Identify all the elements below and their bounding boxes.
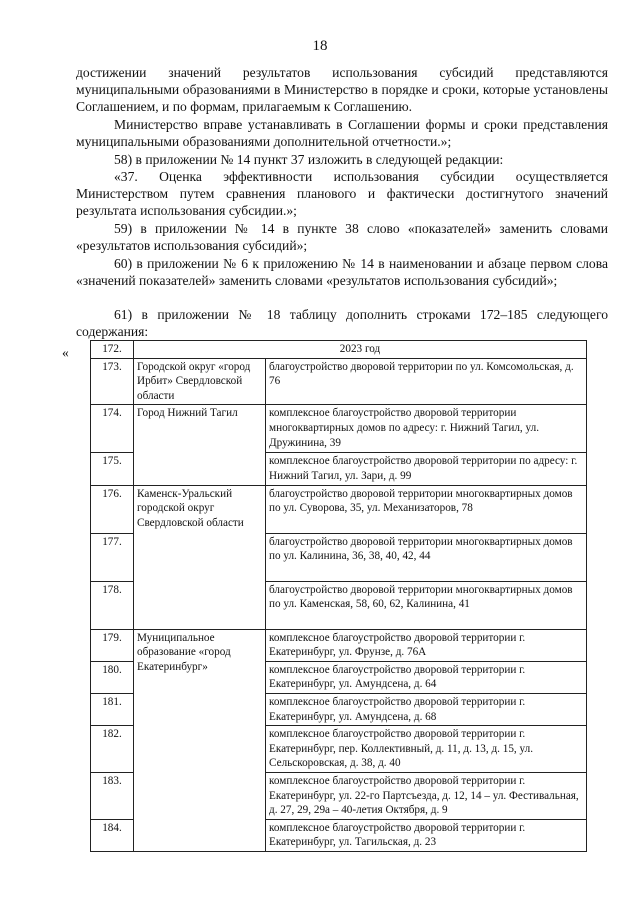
object-cell: комплексное благоустройство дворовой территории г. Екатеринбург, ул. 22-го Партсъезда, д. 12, 14 – ул. Фестивальная, д. 27, 29, 29а – 40-летия Октября, д. 9 — [266, 772, 587, 819]
paragraph-item-58: 58) в приложении № 14 пункт 37 изложить в следующей редакции: — [114, 152, 504, 167]
amendment-table — [90, 340, 587, 852]
row-number: 179. — [91, 629, 134, 661]
object-cell: комплексное благоустройство дворовой территории г. Екатеринбург, ул. Амундсена, д. 68 — [266, 693, 587, 725]
object-cell: комплексное благоустройство дворовой территории г. Екатеринбург, ул. Фрунзе, д. 76А — [266, 629, 587, 661]
row-number: 180. — [91, 661, 134, 693]
page-number: 18 — [312, 38, 328, 54]
table-row — [91, 358, 587, 405]
row-number: 184. — [91, 819, 134, 851]
row-number: 182. — [91, 726, 134, 773]
row-number: 173. — [91, 358, 134, 405]
row-number: 174. — [91, 405, 134, 453]
object-cell: комплексное благоустройство дворовой территории многоквартирных домов по адресу: г. Нижний Тагил, ул. Дружинина, 39 — [266, 405, 587, 453]
object-cell: комплексное благоустройство дворовой территории г. Екатеринбург, пер. Коллективный, д. 11, д. 13, д. 15, ул. Сельскоровская, д. 38, д. 40 — [266, 726, 587, 773]
object-cell: благоустройство дворовой территории многоквартирных домов по ул. Суворова, 35, ул. Механизаторов, 78 — [266, 485, 587, 533]
row-number: 181. — [91, 693, 134, 725]
table-row — [91, 405, 587, 453]
object-cell: благоустройство дворовой территории многоквартирных домов по ул. Каменская, 58, 60, 62, Калинина, 41 — [266, 581, 587, 629]
row-number: 177. — [91, 533, 134, 581]
row-number: 183. — [91, 772, 134, 819]
paragraph-item-59: 59) в приложении № 14 в пункте 38 слово «показателей» заменить словами «результатов использования субсидий»; — [76, 221, 608, 254]
municipality-cell: Каменск-Уральский городской округ Свердловской области — [134, 485, 266, 629]
opening-quote: « — [62, 345, 69, 360]
municipality-cell: Муниципальное образование «город Екатеринбург» — [134, 629, 266, 851]
paragraph-ministry: Министерство вправе устанавливать в Соглашении формы и сроки представления муниципальными образованиями дополнительной отчетности.»; — [76, 117, 608, 150]
year-header: 2023 год — [134, 341, 587, 359]
object-cell: комплексное благоустройство дворовой территории г. Екатеринбург, ул. Амундсена, д. 64 — [266, 661, 587, 693]
object-cell: комплексное благоустройство дворовой территории по адресу: г. Нижний Тагил, ул. Зари, д. 99 — [266, 453, 587, 485]
municipality-cell: Городской округ «город Ирбит» Свердловской области — [134, 358, 266, 405]
object-cell: благоустройство дворовой территории по ул. Комсомольская, д. 76 — [266, 358, 587, 405]
row-number: 172. — [91, 341, 134, 359]
row-number: 178. — [91, 581, 134, 629]
table-row — [91, 629, 587, 661]
object-cell: комплексное благоустройство дворовой территории г. Екатеринбург, ул. Тагильская, д. 23 — [266, 819, 587, 851]
object-cell: благоустройство дворовой территории многоквартирных домов по ул. Калинина, 36, 38, 40, 42, 44 — [266, 533, 587, 581]
table-row — [91, 485, 587, 533]
paragraph-item-61: 61) в приложении № 18 таблицу дополнить строками 172–185 следующего содержания: — [76, 307, 608, 340]
municipality-cell: Город Нижний Тагил — [134, 405, 266, 485]
paragraph-item-60: 60) в приложении № 6 к приложению № 14 в наименовании и абзаце первом слова «значений показателей» заменить словами «результатов использования субсидий»; — [76, 256, 608, 289]
row-number: 176. — [91, 485, 134, 533]
paragraph-item-37: «37. Оценка эффективности использования субсидии осуществляется Министерством путем сравнения планового и фактически достигнутого значений результата использования субсидии.»; — [76, 169, 608, 219]
row-number: 175. — [91, 453, 134, 485]
paragraph-continuation: достижении значений результатов использования субсидий представляются муниципальными образованиями в Министерство в порядке и сроки, которые установлены Соглашением, и по формам, прилагаемым к Соглашению. — [76, 65, 608, 115]
table-header-row — [91, 341, 587, 359]
